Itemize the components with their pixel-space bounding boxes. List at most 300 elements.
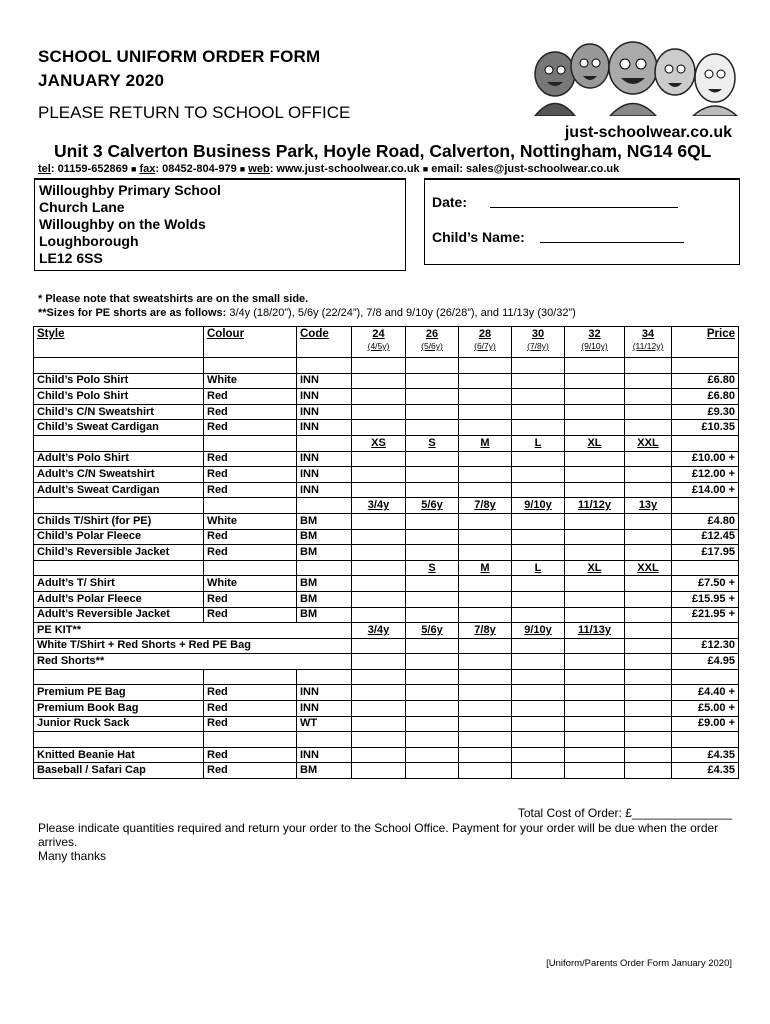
quantity-cell[interactable] [406, 529, 459, 545]
separator-icon: ■ [422, 164, 429, 174]
item-code: INN [297, 467, 352, 483]
quantity-cell[interactable] [565, 513, 625, 529]
item-price: £4.35 [672, 747, 739, 763]
quantity-cell[interactable] [459, 747, 512, 763]
quantity-cell[interactable] [352, 404, 406, 420]
table-row [34, 576, 739, 592]
quantity-cell[interactable] [625, 467, 672, 483]
order-table [33, 326, 739, 779]
quantity-cell[interactable] [352, 482, 406, 498]
tel-label: tel [38, 163, 51, 175]
item-style: Child’s Polo Shirt [34, 389, 204, 405]
quantity-cell[interactable] [625, 451, 672, 467]
quantity-cell[interactable] [625, 654, 672, 670]
item-price: £17.95 [672, 545, 739, 561]
total-cost[interactable]: Total Cost of Order: £_______________ [517, 806, 732, 820]
quantity-cell[interactable] [565, 763, 625, 779]
date-name-box [424, 178, 740, 265]
quantity-cell[interactable] [625, 373, 672, 389]
quantity-cell[interactable] [459, 576, 512, 592]
size-label: L [512, 435, 565, 451]
quantity-cell[interactable] [512, 404, 565, 420]
school-village: Willoughby on the Wolds [39, 216, 206, 232]
item-style: Adult’s Polar Fleece [34, 591, 204, 607]
spacer-cell [297, 358, 352, 374]
quantity-cell[interactable] [512, 545, 565, 561]
quantity-cell[interactable] [512, 747, 565, 763]
quantity-cell[interactable] [459, 591, 512, 607]
quantity-cell[interactable] [565, 607, 625, 623]
item-colour: White [204, 373, 297, 389]
instructions [38, 821, 728, 863]
item-style: Premium PE Bag [34, 685, 204, 701]
quantity-cell[interactable] [512, 467, 565, 483]
quantity-cell[interactable] [565, 545, 625, 561]
quantity-cell[interactable] [352, 529, 406, 545]
size-number: 24 [372, 328, 385, 340]
item-colour: Red [204, 607, 297, 623]
item-price: £4.95 [672, 654, 739, 670]
item-price: £9.30 [672, 404, 739, 420]
item-price: £4.80 [672, 513, 739, 529]
header-colour: Colour [204, 327, 297, 358]
quantity-cell[interactable] [625, 545, 672, 561]
thanks-text: Many thanks [38, 849, 107, 863]
size-label: 11/12y [565, 498, 625, 514]
size-label: 5/6y [406, 623, 459, 639]
separator-icon: ■ [130, 164, 137, 174]
fax-value: : 08452-804-979 [155, 163, 240, 175]
quantity-cell[interactable] [459, 513, 512, 529]
quantity-cell[interactable] [565, 389, 625, 405]
web-label: web [248, 163, 270, 175]
quantity-cell[interactable] [565, 685, 625, 701]
size-label: S [406, 435, 459, 451]
quantity-cell[interactable] [625, 638, 672, 654]
size-label: XXL [625, 560, 672, 576]
quantity-cell[interactable] [459, 701, 512, 717]
item-price: £6.80 [672, 373, 739, 389]
quantity-cell[interactable] [625, 591, 672, 607]
pe-kit-row [34, 638, 739, 654]
spacer-cell [512, 358, 565, 374]
quantity-cell[interactable] [459, 389, 512, 405]
spacer-cell [625, 732, 672, 748]
size-label: S [406, 560, 459, 576]
size-label-row [34, 435, 739, 451]
size-label: 5/6y [406, 498, 459, 514]
header-size [406, 327, 459, 358]
quantity-cell[interactable] [565, 747, 625, 763]
quantity-cell[interactable] [565, 591, 625, 607]
quantity-cell[interactable] [512, 716, 565, 732]
email-value: email: sales@just-schoolwear.co.uk [428, 163, 620, 175]
table-row [34, 607, 739, 623]
quantity-cell[interactable] [352, 591, 406, 607]
blank-cell [34, 435, 204, 451]
size-label: XXL [625, 435, 672, 451]
quantity-cell[interactable] [565, 451, 625, 467]
item-colour: Red [204, 685, 297, 701]
spacer-cell [34, 669, 204, 685]
spacer-cell [406, 732, 459, 748]
item-price: £4.40 + [672, 685, 739, 701]
item-code: INN [297, 685, 352, 701]
school-postcode: LE12 6SS [39, 250, 103, 266]
quantity-cell[interactable] [512, 701, 565, 717]
quantity-cell[interactable] [512, 685, 565, 701]
size-label-row [34, 560, 739, 576]
quantity-cell[interactable] [352, 685, 406, 701]
item-style: Adult’s T/ Shirt [34, 576, 204, 592]
quantity-cell[interactable] [406, 482, 459, 498]
spacer-cell [565, 669, 625, 685]
tel-value: : 01159-652869 [50, 163, 131, 175]
header-price: Price [672, 327, 739, 358]
quantity-cell[interactable] [406, 389, 459, 405]
quantity-cell[interactable] [406, 716, 459, 732]
web-value: : www.just-schoolwear.co.uk [269, 163, 423, 175]
quantity-cell[interactable] [459, 654, 512, 670]
form-title: SCHOOL UNIFORM ORDER FORM [38, 47, 321, 66]
pe-shorts-note-sizes: 3/4y (18/20”), 5/6y (22/24”), 7/8 and 9/10y (26/28”), and 11/13y (30/32”) [226, 307, 576, 319]
item-price: £12.00 + [672, 467, 739, 483]
spacer-cell [672, 669, 739, 685]
quantity-cell[interactable] [565, 716, 625, 732]
form-date-title: JANUARY 2020 [38, 71, 165, 90]
table-header-row [34, 327, 739, 358]
blank-cell [297, 435, 352, 451]
quantity-cell[interactable] [625, 701, 672, 717]
table-row [34, 451, 739, 467]
item-code: INN [297, 420, 352, 436]
item-code: BM [297, 591, 352, 607]
quantity-cell[interactable] [406, 467, 459, 483]
spacer-row [34, 732, 739, 748]
quantity-cell[interactable] [406, 420, 459, 436]
footer-reference: [Uniform/Parents Order Form January 2020] [546, 958, 732, 969]
quantity-cell[interactable] [459, 685, 512, 701]
pe-kit-row [34, 654, 739, 670]
table-row [34, 420, 739, 436]
table-row [34, 701, 739, 717]
item-code: BM [297, 529, 352, 545]
quantity-cell[interactable] [625, 607, 672, 623]
quantity-cell[interactable] [625, 716, 672, 732]
size-number: 34 [641, 328, 655, 340]
item-style: Knitted Beanie Hat [34, 747, 204, 763]
item-code: INN [297, 747, 352, 763]
quantity-cell[interactable] [459, 529, 512, 545]
table-row [34, 685, 739, 701]
blank-cell [34, 498, 204, 514]
quantity-cell[interactable] [406, 685, 459, 701]
size-number: 26 [425, 328, 439, 340]
quantity-cell[interactable] [512, 420, 565, 436]
item-style: Baseball / Safari Cap [34, 763, 204, 779]
item-code: BM [297, 763, 352, 779]
item-colour: Red [204, 716, 297, 732]
item-price: £6.80 [672, 389, 739, 405]
quantity-cell[interactable] [352, 638, 406, 654]
quantity-cell[interactable] [406, 638, 459, 654]
quantity-cell[interactable] [459, 467, 512, 483]
quantity-cell[interactable] [512, 763, 565, 779]
quantity-cell[interactable] [565, 529, 625, 545]
quantity-cell[interactable] [625, 529, 672, 545]
item-price: £9.00 + [672, 716, 739, 732]
spacer-cell [352, 358, 406, 374]
item-style: White T/Shirt + Red Shorts + Red PE Bag [34, 638, 352, 654]
quantity-cell[interactable] [512, 607, 565, 623]
item-price: £5.00 + [672, 701, 739, 717]
quantity-cell[interactable] [352, 654, 406, 670]
size-label [352, 560, 406, 576]
size-age: (11/12y) [632, 341, 664, 351]
size-number: 30 [531, 328, 545, 340]
size-age: (5/6y) [421, 341, 443, 351]
quantity-cell[interactable] [512, 389, 565, 405]
quantity-cell[interactable] [406, 545, 459, 561]
quantity-cell[interactable] [406, 451, 459, 467]
date-field[interactable] [490, 207, 678, 208]
item-colour: Red [204, 701, 297, 717]
quantity-cell[interactable] [512, 591, 565, 607]
table-row [34, 529, 739, 545]
header-size [565, 327, 625, 358]
school-address-box [34, 178, 406, 271]
spacer-cell [672, 358, 739, 374]
quantity-cell[interactable] [625, 747, 672, 763]
spacer-cell [512, 732, 565, 748]
table-row [34, 763, 739, 779]
item-colour: White [204, 576, 297, 592]
quantity-cell[interactable] [459, 420, 512, 436]
blank-cell [34, 560, 204, 576]
item-price: £7.50 + [672, 576, 739, 592]
quantity-cell[interactable] [512, 513, 565, 529]
quantity-cell[interactable] [459, 607, 512, 623]
size-number: 28 [478, 328, 492, 340]
item-code: INN [297, 373, 352, 389]
quantity-cell[interactable] [406, 576, 459, 592]
spacer-cell [565, 732, 625, 748]
quantity-cell[interactable] [459, 482, 512, 498]
quantity-cell[interactable] [459, 404, 512, 420]
quantity-cell[interactable] [565, 701, 625, 717]
quantity-cell[interactable] [565, 482, 625, 498]
item-code: BM [297, 576, 352, 592]
quantity-cell[interactable] [459, 763, 512, 779]
table-row [34, 404, 739, 420]
quantity-cell[interactable] [352, 545, 406, 561]
item-code: BM [297, 513, 352, 529]
quantity-cell[interactable] [565, 404, 625, 420]
item-code: INN [297, 701, 352, 717]
spacer-cell [204, 732, 297, 748]
cartoon-children-logo [525, 36, 740, 116]
quantity-cell[interactable] [625, 685, 672, 701]
quantity-cell[interactable] [352, 701, 406, 717]
item-style: Premium Book Bag [34, 701, 204, 717]
quantity-cell[interactable] [512, 373, 565, 389]
item-code: BM [297, 607, 352, 623]
table-row [34, 482, 739, 498]
quantity-cell[interactable] [352, 451, 406, 467]
quantity-cell[interactable] [512, 576, 565, 592]
quantity-cell[interactable] [406, 747, 459, 763]
quantity-cell[interactable] [352, 420, 406, 436]
quantity-cell[interactable] [352, 576, 406, 592]
quantity-cell[interactable] [459, 373, 512, 389]
pe-shorts-note-label: **Sizes for PE shorts are as follows: [38, 307, 227, 319]
item-price: £10.35 [672, 420, 739, 436]
spacer-cell [297, 669, 352, 685]
size-label: 11/13y [565, 623, 625, 639]
quantity-cell[interactable] [352, 607, 406, 623]
size-label: M [459, 560, 512, 576]
quantity-cell[interactable] [459, 545, 512, 561]
quantity-cell[interactable] [406, 607, 459, 623]
quantity-cell[interactable] [406, 654, 459, 670]
item-price: £21.95 + [672, 607, 739, 623]
item-style: Child’s Sweat Cardigan [34, 420, 204, 436]
spacer-cell [204, 358, 297, 374]
quantity-cell[interactable] [406, 404, 459, 420]
quantity-cell[interactable] [406, 701, 459, 717]
quantity-cell[interactable] [352, 513, 406, 529]
school-name: Willoughby Primary School [39, 182, 221, 198]
separator-icon: ■ [239, 164, 246, 174]
quantity-cell[interactable] [352, 747, 406, 763]
spacer-cell [34, 732, 204, 748]
spacer-cell [672, 732, 739, 748]
blank-cell [204, 498, 297, 514]
quantity-cell[interactable] [459, 716, 512, 732]
item-colour: Red [204, 467, 297, 483]
quantity-cell[interactable] [406, 591, 459, 607]
quantity-cell[interactable] [565, 576, 625, 592]
item-style: Junior Ruck Sack [34, 716, 204, 732]
quantity-cell[interactable] [352, 389, 406, 405]
item-colour: Red [204, 389, 297, 405]
quantity-cell[interactable] [565, 420, 625, 436]
item-style: Child’s Polar Fleece [34, 529, 204, 545]
item-code: BM [297, 545, 352, 561]
blank-cell [297, 560, 352, 576]
child-name-field[interactable] [540, 242, 684, 243]
header-size [459, 327, 512, 358]
item-colour: Red [204, 420, 297, 436]
table-row [34, 513, 739, 529]
quantity-cell[interactable] [565, 467, 625, 483]
quantity-cell[interactable] [406, 373, 459, 389]
spacer-cell [625, 358, 672, 374]
quantity-cell[interactable] [565, 373, 625, 389]
pe-shorts-note [38, 307, 576, 319]
spacer-cell [512, 669, 565, 685]
quantity-cell[interactable] [625, 576, 672, 592]
size-label: L [512, 560, 565, 576]
header-style: Style [34, 327, 204, 358]
table-row [34, 467, 739, 483]
size-label: 3/4y [352, 498, 406, 514]
quantity-cell[interactable] [625, 513, 672, 529]
quantity-cell[interactable] [459, 451, 512, 467]
quantity-cell[interactable] [352, 373, 406, 389]
size-age: (4/5y) [367, 341, 390, 351]
website-url: just-schoolwear.co.uk [564, 124, 732, 141]
table-row [34, 591, 739, 607]
size-label: XS [352, 435, 406, 451]
spacer-cell [406, 669, 459, 685]
quantity-cell[interactable] [565, 654, 625, 670]
spacer-cell [459, 732, 512, 748]
spacer-row [34, 669, 739, 685]
spacer-cell [34, 358, 204, 374]
quantity-cell[interactable] [625, 389, 672, 405]
size-age: (9/10y) [581, 341, 608, 351]
table-row [34, 747, 739, 763]
blank-cell [204, 435, 297, 451]
quantity-cell[interactable] [512, 638, 565, 654]
item-style: Adult’s Polo Shirt [34, 451, 204, 467]
blank-cell [672, 498, 739, 514]
quantity-cell[interactable] [565, 638, 625, 654]
item-style: Childs T/Shirt (for PE) [34, 513, 204, 529]
sweatshirt-note: * Please note that sweatshirts are on the small side. [38, 293, 309, 305]
blank-cell [672, 623, 739, 639]
header-size [512, 327, 565, 358]
quantity-cell[interactable] [352, 716, 406, 732]
size-label: 3/4y [352, 623, 406, 639]
quantity-cell[interactable] [459, 638, 512, 654]
header-code: Code [297, 327, 352, 358]
item-style: Child’s C/N Sweatshirt [34, 404, 204, 420]
item-price: £14.00 + [672, 482, 739, 498]
quantity-cell[interactable] [625, 404, 672, 420]
school-street: Church Lane [39, 199, 125, 215]
header-size [625, 327, 672, 358]
spacer-cell [297, 732, 352, 748]
item-code: INN [297, 389, 352, 405]
fax-label: fax [139, 163, 156, 175]
quantity-cell[interactable] [625, 763, 672, 779]
size-label: XL [565, 560, 625, 576]
quantity-cell[interactable] [512, 654, 565, 670]
quantity-cell[interactable] [352, 467, 406, 483]
quantity-cell[interactable] [512, 482, 565, 498]
table-row [34, 389, 739, 405]
quantity-cell[interactable] [625, 420, 672, 436]
quantity-cell[interactable] [512, 451, 565, 467]
item-colour: Red [204, 591, 297, 607]
size-label: 9/10y [512, 498, 565, 514]
quantity-cell[interactable] [406, 763, 459, 779]
blank-cell [297, 498, 352, 514]
item-style: Adult’s Sweat Cardigan [34, 482, 204, 498]
size-label-row [34, 498, 739, 514]
contact-line [38, 163, 619, 175]
supplier-address: Unit 3 Calverton Business Park, Hoyle Road, Calverton, Nottingham, NG14 6QL [54, 141, 712, 161]
size-age: (6/7y) [474, 341, 496, 351]
header-size [352, 327, 406, 358]
size-label: 13y [625, 498, 672, 514]
quantity-cell[interactable] [512, 529, 565, 545]
quantity-cell[interactable] [352, 763, 406, 779]
quantity-cell[interactable] [625, 482, 672, 498]
quantity-cell[interactable] [406, 513, 459, 529]
